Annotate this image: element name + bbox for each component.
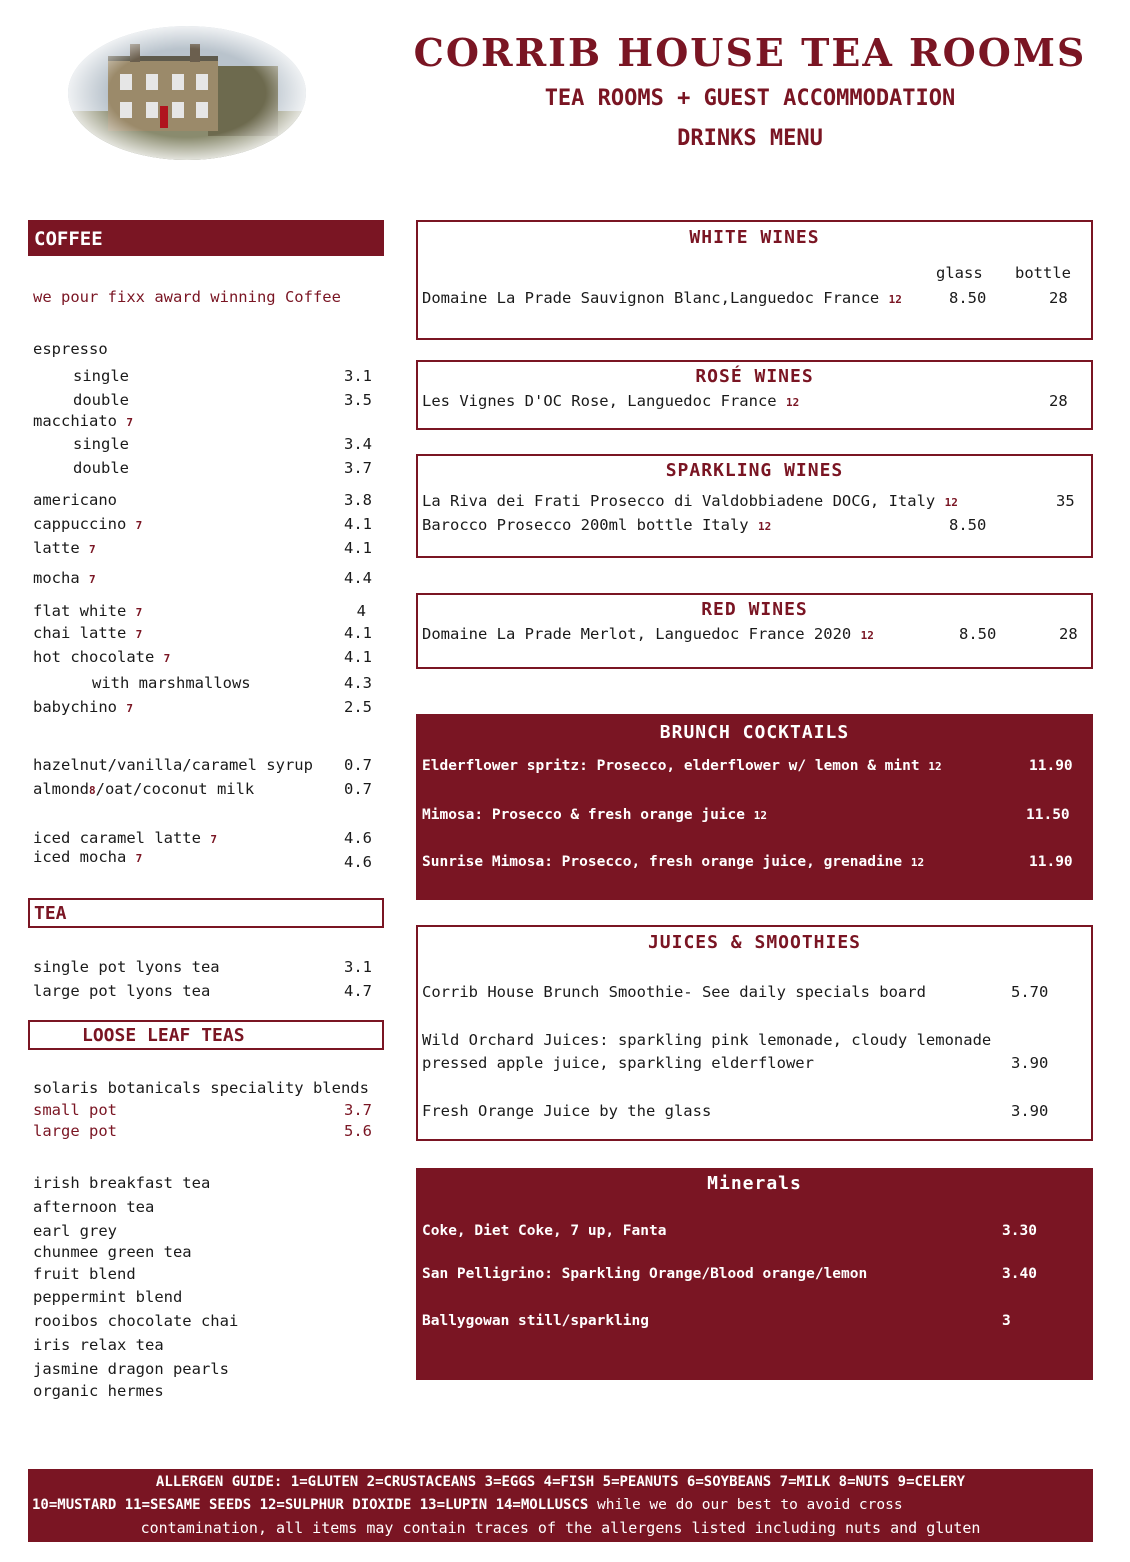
allergen-code: 7 <box>89 543 96 556</box>
white-wines-panel <box>416 220 1093 340</box>
list-item: single pot lyons tea 3.1 <box>33 958 372 976</box>
list-item: organic hermes <box>33 1382 164 1400</box>
red-wines-panel <box>416 593 1093 669</box>
list-item: macchiato 7 <box>33 412 133 430</box>
glass-column-header: glass <box>936 264 983 282</box>
allergen-code: 12 <box>757 520 772 533</box>
list-item: rooibos chocolate chai <box>33 1312 239 1330</box>
loose-leaf-intro: solaris botanicals speciality blends <box>33 1079 369 1097</box>
rose-wines-heading: ROSÉ WINES <box>695 366 814 387</box>
allergen-code: 7 <box>163 652 171 665</box>
cocktail-item: Elderflower spritz: Prosecco, elderflower w/ lemon & mint 12 <box>422 758 942 774</box>
allergen-line-3: contamination, all items may contain traces of the allergens listed including nuts and gluten <box>140 1519 981 1537</box>
minerals-panel <box>416 1168 1093 1380</box>
wine-item: Domaine La Prade Merlot, Languedoc France 2020 12 <box>422 625 874 643</box>
list-item: with marshmallows 4.3 <box>92 674 372 692</box>
allergen-code: 12 <box>910 856 925 869</box>
list-item: single 3.1 <box>73 367 372 385</box>
allergen-code: 8 <box>89 784 96 797</box>
list-item: irish breakfast tea <box>33 1174 211 1192</box>
red-wines-heading: RED WINES <box>701 599 808 620</box>
list-item: flat white 7 4 <box>33 602 366 620</box>
sparkling-wines-heading: SPARKLING WINES <box>665 460 844 481</box>
mineral-price: 3.30 <box>1002 1223 1037 1239</box>
list-item: double 3.7 <box>73 459 372 477</box>
list-item: americano 3.8 <box>33 491 372 509</box>
rose-wines-panel <box>416 360 1093 430</box>
allergen-code: 12 <box>860 629 874 642</box>
juice-price: 3.90 <box>1011 1054 1049 1072</box>
allergen-line-1: ALLERGEN GUIDE: 1=GLUTEN 2=CRUSTACEANS 3=EGGS 4=FISH 5=PEANUTS 6=SOYBEANS 7=MILK 8=NUTS 9=CELERY <box>155 1474 966 1490</box>
bottle-price: 35 <box>1056 492 1075 510</box>
allergen-code: 12 <box>888 293 902 306</box>
allergen-code: 7 <box>89 573 96 586</box>
cocktails-heading: BRUNCH COCKTAILS <box>659 722 850 743</box>
list-item: latte 7 4.1 <box>33 539 372 557</box>
wine-item: Domaine La Prade Sauvignon Blanc,Languedoc France 12 <box>422 289 902 307</box>
allergen-code: 12 <box>928 760 942 773</box>
tea-heading: TEA <box>28 898 384 928</box>
allergen-code: 7 <box>126 702 133 715</box>
list-item: iced caramel latte 7 4.6 <box>33 829 372 847</box>
list-item: single 3.4 <box>73 435 372 453</box>
house-photo-logo <box>68 26 306 160</box>
cocktail-price: 11.50 <box>1026 807 1070 823</box>
juices-heading: JUICES & SMOOTHIES <box>647 932 862 953</box>
bottle-price: 28 <box>1059 625 1078 643</box>
glass-price: 8.50 <box>949 516 987 534</box>
allergen-code: 7 <box>210 833 217 846</box>
list-item: large pot lyons tea 4.7 <box>33 982 372 1000</box>
juice-item: Fresh Orange Juice by the glass <box>422 1102 712 1120</box>
page-title: CORRIB HOUSE TEA ROOMS <box>413 30 1087 75</box>
mineral-price: 3 <box>1002 1313 1011 1329</box>
list-item: earl grey <box>33 1222 117 1240</box>
allergen-code: 7 <box>135 606 143 619</box>
mineral-price: 3.40 <box>1002 1266 1037 1282</box>
allergen-code: 12 <box>785 396 800 409</box>
mineral-item: San Pelligrino: Sparkling Orange/Blood orange/lemon <box>422 1266 868 1282</box>
sparkling-wines-panel <box>416 454 1093 558</box>
minerals-heading: Minerals <box>707 1173 802 1194</box>
coffee-heading: COFFEE <box>28 220 384 256</box>
list-item: chai latte 7 4.1 <box>33 624 372 642</box>
white-wines-heading: WHITE WINES <box>689 227 820 248</box>
glass-price: 8.50 <box>949 289 987 307</box>
list-item: peppermint blend <box>33 1288 183 1306</box>
list-item: hazelnut/vanilla/caramel syrup 0.7 <box>33 756 372 774</box>
list-item: babychino 7 2.5 <box>33 698 372 716</box>
list-item: espresso <box>33 340 108 358</box>
mineral-item: Coke, Diet Coke, 7 up, Fanta <box>422 1223 667 1239</box>
juices-panel <box>416 925 1093 1141</box>
cocktails-panel <box>416 714 1093 900</box>
mineral-item: Ballygowan still/sparkling <box>422 1313 649 1329</box>
allergen-line-2: 10=MUSTARD 11=SESAME SEEDS 12=SULPHUR DIOXIDE 13=LUPIN 14=MOLLUSCS while we do our best to avoid cross <box>32 1497 903 1513</box>
list-item: iris relax tea <box>33 1336 164 1354</box>
allergen-code: 7 <box>135 628 143 641</box>
bottle-price: 28 <box>1049 392 1068 410</box>
wine-item: Barocco Prosecco 200ml bottle Italy 12 <box>422 516 772 534</box>
allergen-guide <box>28 1469 1093 1542</box>
juice-item: Wild Orchard Juices: sparkling pink lemonade, cloudy lemonade <box>422 1031 992 1049</box>
list-item: almond8/oat/coconut milk 0.7 <box>33 780 372 798</box>
list-item: jasmine dragon pearls <box>33 1360 229 1378</box>
allergen-code: 7 <box>135 852 143 865</box>
list-item: iced mocha 7 4.6 <box>33 848 372 871</box>
allergen-code: 12 <box>753 809 767 822</box>
cocktail-item: Mimosa: Prosecco & fresh orange juice 12 <box>422 807 767 823</box>
cocktail-item: Sunrise Mimosa: Prosecco, fresh orange juice, grenadine 12 <box>422 854 925 870</box>
list-item: afternoon tea <box>33 1198 155 1216</box>
allergen-code: 12 <box>944 496 958 509</box>
list-item: cappuccino 7 4.1 <box>33 515 372 533</box>
allergen-code: 7 <box>126 416 133 429</box>
menu-title: DRINKS MENU <box>677 126 823 151</box>
juice-price: 3.90 <box>1011 1102 1049 1120</box>
wine-item: Les Vignes D'OC Rose, Languedoc France 12 <box>422 392 800 410</box>
list-item: double 3.5 <box>73 391 372 409</box>
juice-item: Corrib House Brunch Smoothie- See daily specials board <box>422 983 926 1001</box>
list-item: mocha 7 4.4 <box>33 569 372 587</box>
wine-item: La Riva dei Frati Prosecco di Valdobbiadene DOCG, Italy 12 <box>422 492 958 510</box>
juice-price: 5.70 <box>1011 983 1049 1001</box>
bottle-column-header: bottle <box>1015 264 1071 282</box>
list-item: small pot 3.7 <box>33 1101 372 1119</box>
list-item: hot chocolate 7 4.1 <box>33 648 372 666</box>
list-item: large pot 5.6 <box>33 1122 372 1140</box>
page-subtitle: TEA ROOMS + GUEST ACCOMMODATION <box>544 86 956 111</box>
list-item: chunmee green tea <box>33 1243 192 1261</box>
bottle-price: 28 <box>1049 289 1068 307</box>
glass-price: 8.50 <box>959 625 997 643</box>
juice-item-line2: pressed apple juice, sparkling elderflower <box>422 1054 814 1072</box>
coffee-tagline: we pour fixx award winning Coffee <box>33 288 341 306</box>
allergen-code: 7 <box>135 519 143 532</box>
list-item: fruit blend <box>33 1265 136 1283</box>
cocktail-price: 11.90 <box>1029 758 1073 774</box>
loose-leaf-heading: LOOSE LEAF TEAS <box>28 1020 384 1050</box>
cocktail-price: 11.90 <box>1029 854 1073 870</box>
